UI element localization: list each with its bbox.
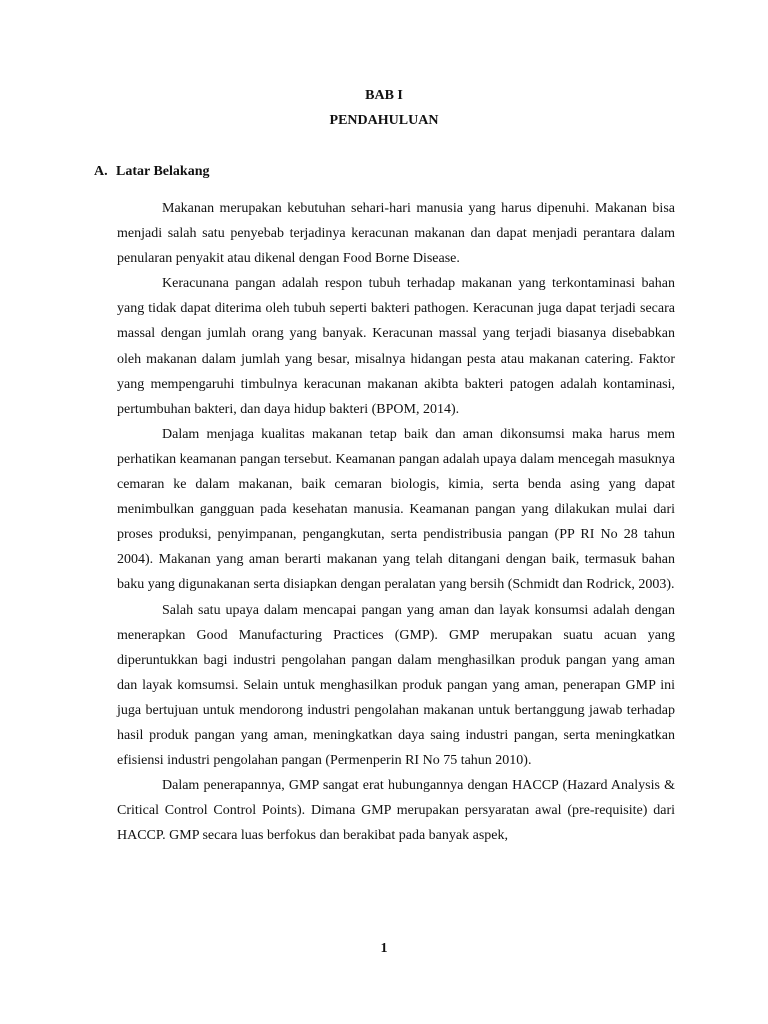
chapter-label: BAB I [365, 88, 403, 103]
body-text [117, 196, 675, 848]
paragraph: Makanan merupakan kebutuhan sehari-hari manusia yang harus dipenuhi. Makanan bisa menjadi salah satu penyebab terjadinya keracunan makanan dan dapat menjadi perantara dalam penularan penyakit atau dikenal dengan Food Borne Disease. [117, 201, 675, 267]
section-heading [94, 163, 209, 181]
section-title: Latar Belakang [116, 164, 210, 179]
section-letter: A. [94, 164, 108, 179]
paragraph: Salah satu upaya dalam mencapai pangan yang aman dan layak konsumsi adalah dengan menerapkan Good Manufacturing Practices (GMP). GMP merupakan suatu acuan yang diperuntukkan bagi industri pengolahan pangan dalam menghasilkan produk pangan yang aman dan layak komsumsi. Selain untuk menghasilkan produk pangan yang aman, penerapan GMP ini juga bertujuan untuk mendorong industri pengolahan makanan untuk bertanggung jawab terhadap hasil produk pangan yang aman, meningkatkan daya saing industri pangan, serta meningkatkan efisiensi industri pengolahan pangan (Permenperin RI No 75 tahun 2010). [117, 602, 675, 769]
paragraph: Dalam penerapannya, GMP sangat erat hubungannya dengan HACCP (Hazard Analysis & Critical Control Control Points). Dimana GMP merupakan persyaratan awal (pre-requisite) dari HACCP. GMP secara luas berfokus dan berakibat pada banyak aspek, [117, 778, 675, 844]
page-number: 1 [380, 941, 388, 956]
chapter-title: PENDAHULUAN [329, 113, 439, 128]
paragraph: Keracunana pangan adalah respon tubuh terhadap makanan yang terkontaminasi bahan yang tidak dapat diterima oleh tubuh seperti bakteri pathogen. Keracunan juga dapat terjadi secara massal dengan jumlah orang yang banyak. Keracunan massal yang terjadi biasanya disebabkan oleh makanan dalam jumlah yang besar, misalnya hidangan pesta atau makanan catering. Faktor yang mempengaruhi timbulnya keracunan makanan akibta bakteri patogen adalah kontaminasi, pertumbuhan bakteri, dan daya hidup bakteri (BPOM, 2014). [117, 276, 675, 417]
paragraph: Dalam menjaga kualitas makanan tetap baik dan aman dikonsumsi maka harus mem perhatikan keamanan pangan tersebut. Keamanan pangan adalah upaya dalam mencegah masuknya cemaran ke dalam makanan, baik cemaran biologis, kimia, serta benda asing yang dapat menimbulkan gangguan pada kesehatan manusia. Keamanan pangan yang dilakukan mulai dari proses produksi, penyimpanan, pengangkutan, serta pendistribusia pangan (PP RI No 28 tahun 2004). Makanan yang aman berarti makanan yang telah ditangani dengan baik, termasuk bahan baku yang digunakanan serta disiapkan dengan peralatan yang bersih (Schmidt dan Rodrick, 2003). [117, 426, 675, 593]
